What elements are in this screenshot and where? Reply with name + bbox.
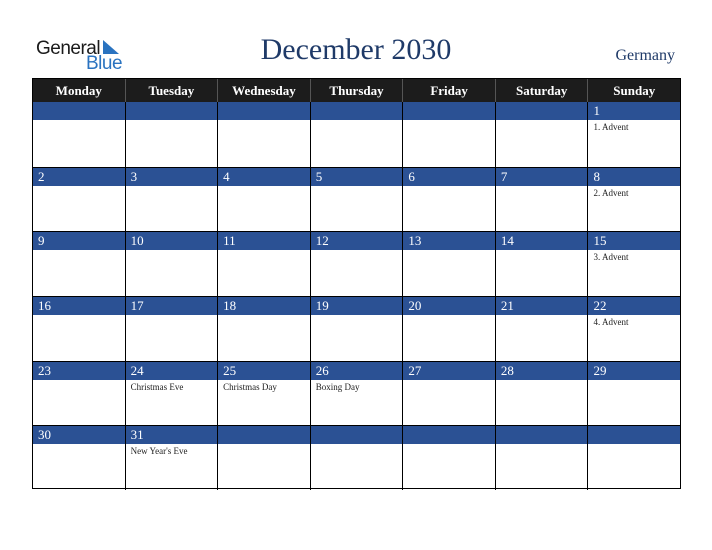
day-number — [496, 102, 588, 120]
weeks-container — [33, 102, 680, 490]
day-number: 20 — [403, 297, 495, 315]
weekday-thursday: Thursday — [311, 79, 404, 102]
calendar-title: December 2030 — [260, 33, 452, 66]
day-number: 26 — [311, 362, 403, 380]
day-number: 24 — [126, 362, 218, 380]
day-number: 16 — [33, 297, 125, 315]
holiday-label: 4. Advent — [593, 316, 629, 327]
day-number: 10 — [126, 232, 218, 250]
holiday-label: 3. Advent — [593, 252, 629, 263]
holiday-label: Christmas Eve — [130, 381, 184, 392]
holiday-label: Boxing Day — [315, 381, 360, 392]
day-number — [588, 426, 680, 444]
day-cell[interactable] — [588, 102, 680, 167]
day-cell[interactable] — [496, 231, 589, 296]
day-number: 7 — [496, 168, 588, 186]
day-cell[interactable] — [403, 167, 496, 232]
day-cell[interactable] — [496, 167, 589, 232]
day-number: 28 — [496, 362, 588, 380]
day-cell[interactable] — [588, 167, 680, 232]
day-cell[interactable] — [403, 231, 496, 296]
holiday-label: Christmas Day — [223, 381, 277, 392]
day-number: 30 — [33, 426, 125, 444]
weekday-header — [33, 79, 680, 102]
day-number: 5 — [311, 168, 403, 186]
day-number: 1 — [588, 102, 680, 120]
day-cell[interactable] — [126, 102, 219, 167]
weekday-monday: Monday — [33, 79, 126, 102]
day-number: 12 — [311, 232, 403, 250]
day-cell[interactable] — [311, 361, 404, 426]
weekday-sunday: Sunday — [613, 83, 656, 98]
weekday-wednesday: Wednesday — [218, 79, 311, 102]
day-cell[interactable] — [218, 425, 311, 490]
day-cell[interactable] — [588, 231, 680, 296]
day-cell[interactable] — [403, 296, 496, 361]
day-number: 23 — [33, 362, 125, 380]
day-number — [496, 426, 588, 444]
week-row — [33, 231, 680, 296]
weekday-tuesday: Tuesday — [126, 79, 219, 102]
day-cell[interactable] — [126, 296, 219, 361]
day-number: 22 — [588, 297, 680, 315]
day-number: 25 — [218, 362, 310, 380]
week-row — [33, 102, 680, 167]
day-cell[interactable] — [218, 231, 311, 296]
holiday-label: 1. Advent — [593, 122, 629, 132]
logo-text-blue: Blue — [86, 53, 123, 74]
day-number: 21 — [496, 297, 588, 315]
week-row — [33, 167, 680, 232]
day-cell[interactable] — [311, 167, 404, 232]
calendar-grid — [32, 78, 681, 489]
week-row — [33, 296, 680, 361]
day-cell[interactable] — [218, 296, 311, 361]
day-number: 14 — [496, 232, 588, 250]
day-number — [218, 102, 310, 120]
day-number: 4 — [218, 168, 310, 186]
day-cell[interactable] — [403, 361, 496, 426]
day-number — [33, 102, 125, 120]
day-cell[interactable] — [403, 102, 496, 167]
weekday-saturday: Saturday — [496, 79, 589, 102]
day-number — [126, 102, 218, 120]
day-cell[interactable] — [311, 231, 404, 296]
day-cell[interactable] — [33, 361, 126, 426]
day-cell[interactable] — [496, 425, 589, 490]
day-number: 15 — [588, 232, 680, 250]
day-number: 17 — [126, 297, 218, 315]
holiday-label: 2. Advent — [593, 187, 629, 198]
day-cell[interactable] — [126, 231, 219, 296]
day-number — [403, 426, 495, 444]
day-cell[interactable] — [33, 425, 126, 490]
day-number: 29 — [588, 362, 680, 380]
day-cell[interactable] — [588, 296, 680, 361]
day-number: 27 — [403, 362, 495, 380]
day-cell[interactable] — [588, 361, 680, 426]
country-label: Germany — [615, 47, 675, 64]
day-cell[interactable] — [311, 296, 404, 361]
day-number — [403, 102, 495, 120]
day-number: 8 — [588, 168, 680, 186]
day-cell[interactable] — [496, 102, 589, 167]
day-cell[interactable] — [218, 167, 311, 232]
day-cell[interactable] — [126, 167, 219, 232]
day-cell[interactable] — [33, 296, 126, 361]
day-number — [311, 102, 403, 120]
day-number: 11 — [218, 232, 310, 250]
day-number — [311, 426, 403, 444]
day-cell[interactable] — [33, 231, 126, 296]
day-cell[interactable] — [496, 296, 589, 361]
day-cell[interactable] — [33, 102, 126, 167]
day-cell[interactable] — [403, 425, 496, 490]
day-cell[interactable] — [496, 361, 589, 426]
day-cell[interactable] — [218, 102, 311, 167]
day-number — [218, 426, 310, 444]
day-cell[interactable] — [33, 167, 126, 232]
day-cell[interactable] — [311, 425, 404, 490]
day-number: 31 — [126, 426, 218, 444]
day-number: 2 — [33, 168, 125, 186]
day-cell[interactable] — [218, 361, 311, 426]
day-number: 18 — [218, 297, 310, 315]
day-number: 6 — [403, 168, 495, 186]
day-number: 13 — [403, 232, 495, 250]
day-cell[interactable] — [126, 425, 219, 490]
day-cell[interactable] — [126, 361, 219, 426]
day-number: 19 — [311, 297, 403, 315]
weekday-friday: Friday — [403, 79, 496, 102]
week-row — [33, 425, 680, 490]
logo-text-general: General — [36, 38, 101, 59]
day-cell[interactable] — [311, 102, 404, 167]
day-number: 3 — [126, 168, 218, 186]
week-row — [33, 361, 680, 426]
holiday-label: New Year's Eve — [130, 446, 188, 457]
day-cell[interactable] — [588, 425, 680, 490]
day-number: 9 — [33, 232, 125, 250]
